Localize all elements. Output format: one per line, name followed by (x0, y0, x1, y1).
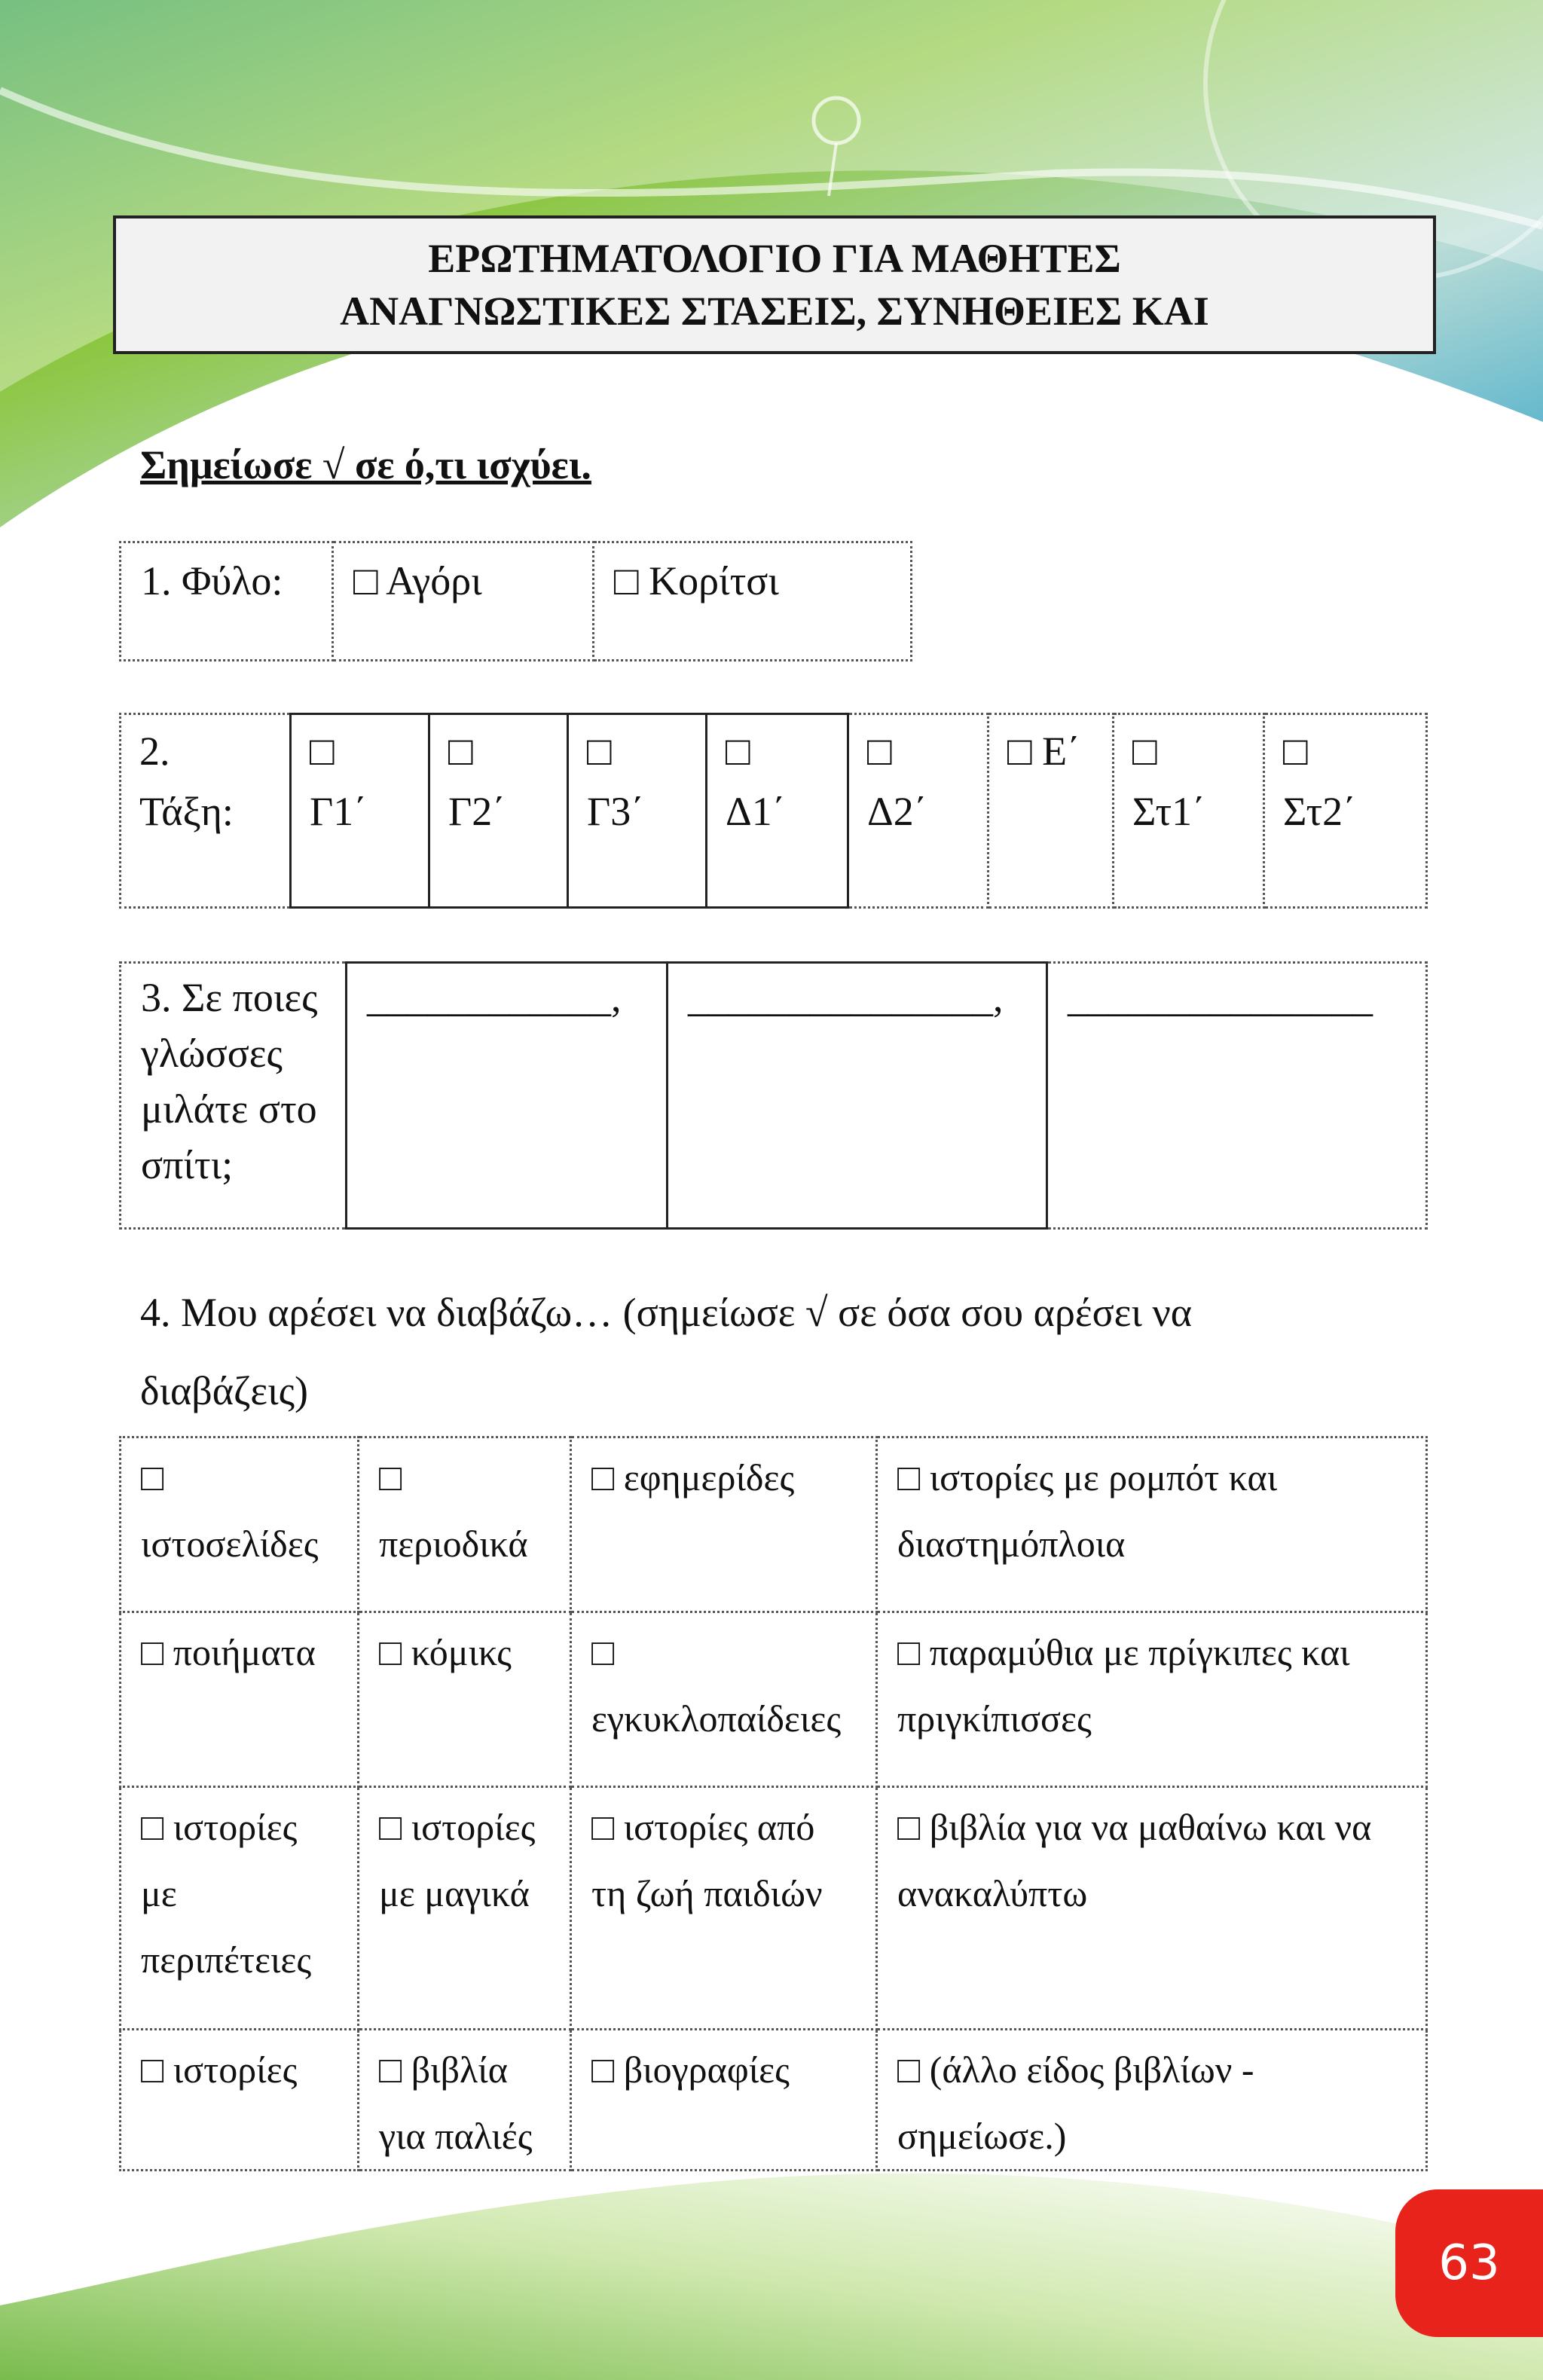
grade-option-g2[interactable]: □ Γ2΄ (429, 714, 568, 908)
option-comics[interactable]: □ κόμικς (359, 1612, 571, 1787)
option-poems[interactable]: □ ποιήματα (121, 1612, 359, 1787)
option-learning-books[interactable]: □ βιβλία για να μαθαίνω και να ανακαλύπτω (877, 1787, 1427, 2030)
grade-label: 2. Τάξη: (121, 714, 291, 908)
instruction: Σημείωσε √ σε ό,τι ισχύει. (140, 442, 591, 487)
languages-table (119, 961, 1428, 1230)
title-line-2: ΑΝΑΓΝΩΣΤΙΚΕΣ ΣΤΑΣΕΙΣ, ΣΥΝΗΘΕΙΕΣ ΚΑΙ (340, 289, 1209, 334)
option-children-life-stories[interactable]: □ ιστορίες από τη ζωή παιδιών (571, 1787, 877, 2030)
languages-label: 3. Σε ποιες γλώσσες μιλάτε στο σπίτι; (121, 963, 347, 1229)
option-encyclopedias[interactable]: □ εγκυκλοπαίδειες (571, 1612, 877, 1787)
grade-table (119, 713, 1428, 909)
language-blank-3[interactable]: _______________ (1047, 963, 1427, 1229)
gender-label: 1. Φύλο: (121, 542, 333, 661)
title-line-1: ΕΡΩΤΗΜΑΤΟΛΟΓΙΟ ΓΙΑ ΜΑΘΗΤΕΣ (428, 236, 1121, 281)
option-biographies[interactable]: □ βιογραφίες (571, 2030, 877, 2171)
gender-option-boy[interactable]: □ Αγόρι (333, 542, 594, 661)
option-magic-stories[interactable]: □ ιστορίες με μαγικά (359, 1787, 571, 2030)
grade-option-d2[interactable]: □ Δ2΄ (848, 714, 988, 908)
grade-option-st1[interactable]: □ Στ1΄ (1114, 714, 1264, 908)
option-fairy-tales[interactable]: □ παραμύθια με πρίγκιπες και πριγκίπισσες (877, 1612, 1427, 1787)
option-adventure-stories[interactable]: □ ιστορίες με περιπέτειες (121, 1787, 359, 2030)
title-box (113, 215, 1436, 354)
option-stories[interactable]: □ ιστορίες (121, 2030, 359, 2171)
grade-option-g3[interactable]: □ Γ3΄ (568, 714, 707, 908)
grade-option-e[interactable]: □ Ε΄ (988, 714, 1114, 908)
option-other-books[interactable]: □ (άλλο είδος βιβλίων - σημείωσε.) (877, 2030, 1427, 2171)
grade-option-st2[interactable]: □ Στ2΄ (1264, 714, 1427, 908)
reading-question: 4. Μου αρέσει να διαβάζω… (σημείωσε √ σε όσα σου αρέσει να διαβάζεις) (140, 1290, 1193, 1413)
option-old-books[interactable]: □ βιβλία για παλιές (359, 2030, 571, 2171)
page-number-badge: 63 (1395, 2189, 1543, 2337)
gender-table (119, 541, 912, 661)
option-magazines[interactable]: □ περιοδικά (359, 1437, 571, 1612)
option-newspapers[interactable]: □ εφημερίδες (571, 1437, 877, 1612)
language-blank-1[interactable]: ____________, (347, 963, 668, 1229)
language-blank-2[interactable]: _______________, (668, 963, 1047, 1229)
reading-options-table (119, 1436, 1428, 2171)
gender-option-girl[interactable]: □ Κορίτσι (594, 542, 912, 661)
grade-option-g1[interactable]: □ Γ1΄ (291, 714, 429, 908)
option-websites[interactable]: □ ιστοσελίδες (121, 1437, 359, 1612)
option-robot-stories[interactable]: □ ιστορίες με ρομπότ και διαστημόπλοια (877, 1437, 1427, 1612)
grade-option-d1[interactable]: □ Δ1΄ (707, 714, 848, 908)
